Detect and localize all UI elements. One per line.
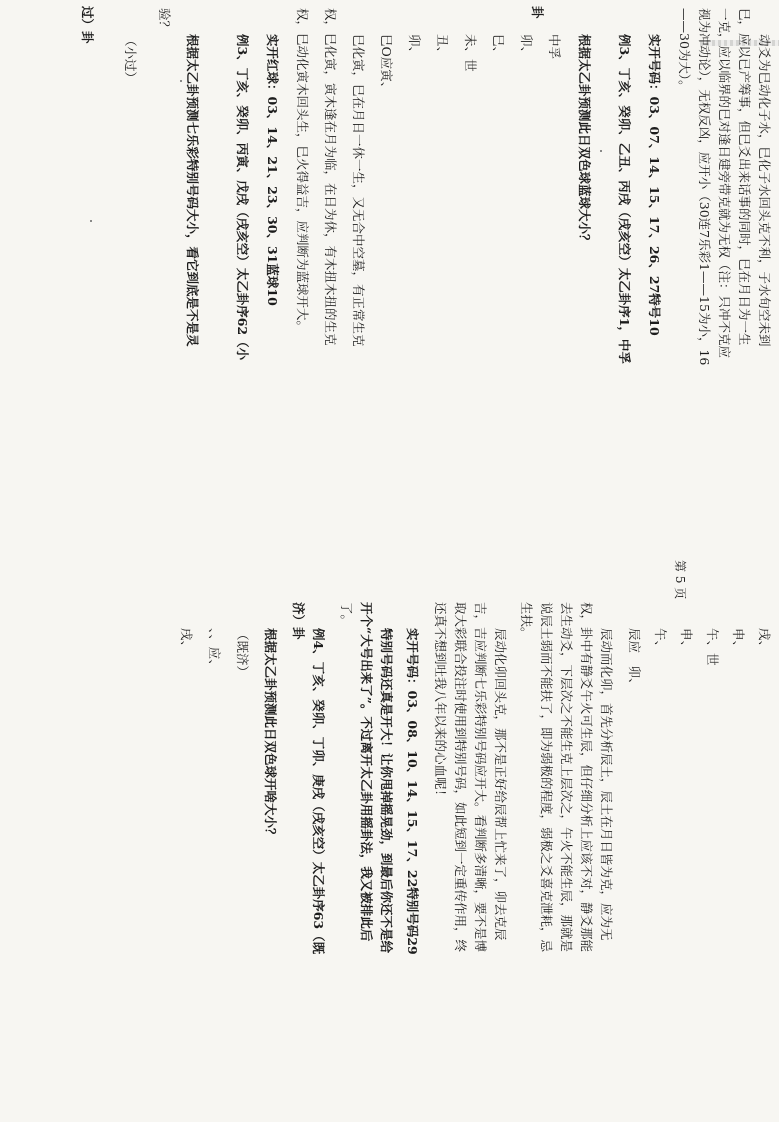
text-line: 权，卦中有静爻午火可生辰，但仔细分析上应该不对，静爻那能 bbox=[579, 602, 594, 953]
text-line: 巳，应以已产筹事，但巳爻出来话事的同时，巳在月日为一生 bbox=[737, 8, 752, 346]
text-line: 说辰土弱而不能扶了，即为弱极的程度，弱极之爻喜克泄耗，忌 bbox=[539, 602, 554, 953]
text-line: 一克，应以临界的巳对逢日建旁带克就为无权（注：只冲不克应 bbox=[717, 8, 732, 359]
text-line: 验？ bbox=[157, 8, 172, 34]
text-line: （小过） bbox=[123, 34, 138, 85]
page-number: 第 5 页 bbox=[673, 560, 687, 600]
text-line: 还真不想到吐我八年以来的心血呢！ bbox=[433, 602, 448, 803]
right-text-column bbox=[0, 602, 779, 1102]
text-line: 了。 bbox=[339, 602, 354, 628]
text-line: 巳化寅，巳在月日一休一生，又无合中空墓，有正常生克 bbox=[351, 34, 366, 347]
text-line: 根据太乙卦预测七乐彩特别号码大小，看它到底是不是灵 bbox=[185, 34, 200, 347]
text-line: 济）卦 bbox=[291, 602, 306, 640]
text-line: 例3、丁亥、癸卯、乙丑、丙戌（戌亥空）太乙卦序1，中孚 bbox=[617, 34, 632, 364]
text-line: 巳O应寅、 bbox=[379, 34, 394, 95]
text-line: 动爻为巳动化子水，巳化子水回头克不利，子水旬空未到 bbox=[757, 34, 772, 347]
text-line: 实开号码：03、08、10、14、15、17、22特别号码29 bbox=[405, 628, 420, 955]
text-line: 开个“大号出来了”。不过离开太乙卦用摇卦法，我又被排此后 bbox=[359, 602, 374, 942]
text-line: 实开号码：03、07、14、15、17、26、27特号10 bbox=[647, 34, 662, 336]
side-label-gua: 卦 bbox=[530, 6, 545, 19]
text-line: ——30为大）。 bbox=[677, 8, 692, 93]
text-line: 视为冲动论），无权反凶，应开小（30连7乐彩1——15为小，16 bbox=[697, 8, 712, 366]
text-line: 丑、 bbox=[435, 34, 450, 60]
text-line: 例4、丁亥、癸卯、丁卯、庚戌（戌亥空）太乙卦序63（既 bbox=[311, 628, 326, 955]
side-label-guo-gua: 过）卦 bbox=[80, 6, 95, 44]
text-line: 权，巳动化寅木回头生，巳火得益吉，应判断为蓝球开大。 bbox=[295, 8, 310, 334]
text-line: 取大彩联合投注时使用到特别号码，如此短到一定重传作用，终 bbox=[453, 602, 468, 953]
text-line: 生扶。 bbox=[519, 602, 534, 640]
text-line: 午、 bbox=[653, 628, 668, 654]
text-line: 申、 bbox=[679, 628, 694, 654]
text-line: 中孚 bbox=[547, 34, 562, 60]
text-line: 权，巳化寅，寅木逢在月为临，在日为休，有木扭木扭的生克 bbox=[323, 8, 338, 346]
text-line: 午、世 bbox=[705, 628, 720, 666]
text-line: 去生动爻，下层次之不能生克上层次之，午火不能生辰，那就是 bbox=[559, 602, 574, 953]
text-line: 戌、 bbox=[757, 628, 772, 654]
text-line: 实开红球：03、14、21、23、30、31蓝球10 bbox=[265, 34, 280, 306]
text-line: 卯、 bbox=[519, 34, 534, 60]
text-line: 戌、 bbox=[179, 628, 194, 654]
text-line: 特别号码还真是开大！让你甩掉摇晃劲，到最后你还不是给 bbox=[379, 628, 394, 954]
text-line: 辰动而化卯，首先分析辰土，辰土在月日皆为克，应为无 bbox=[599, 628, 614, 941]
text-line: 根据太乙卦预测此日双色球蓝球大小？ bbox=[577, 34, 592, 247]
text-line: 申、 bbox=[731, 628, 746, 654]
text-line: （既济） bbox=[235, 628, 250, 679]
text-line: 巳、 bbox=[491, 34, 506, 60]
text-line: 、、应、 bbox=[207, 628, 222, 672]
text-line: 卯、 bbox=[407, 34, 422, 60]
text-line: 吉，吉应判断七乐彩特别号码应开大。看判断多清晰，要不是博 bbox=[473, 602, 488, 953]
text-line: 辰应 卯、 bbox=[627, 628, 642, 691]
left-text-column bbox=[0, 8, 779, 500]
text-line: 未、世 bbox=[463, 34, 478, 72]
text-line: 辰动化卯回头克，那不是正好给辰帮上忙来了，卯去克辰 bbox=[493, 628, 508, 941]
text-line: 根据太乙卦预测此日双色球开啥大小？ bbox=[263, 628, 278, 841]
text-line: 例3、丁亥、癸卯、丙寅、戊戌（戌亥空）太乙卦序62（小 bbox=[235, 34, 250, 361]
